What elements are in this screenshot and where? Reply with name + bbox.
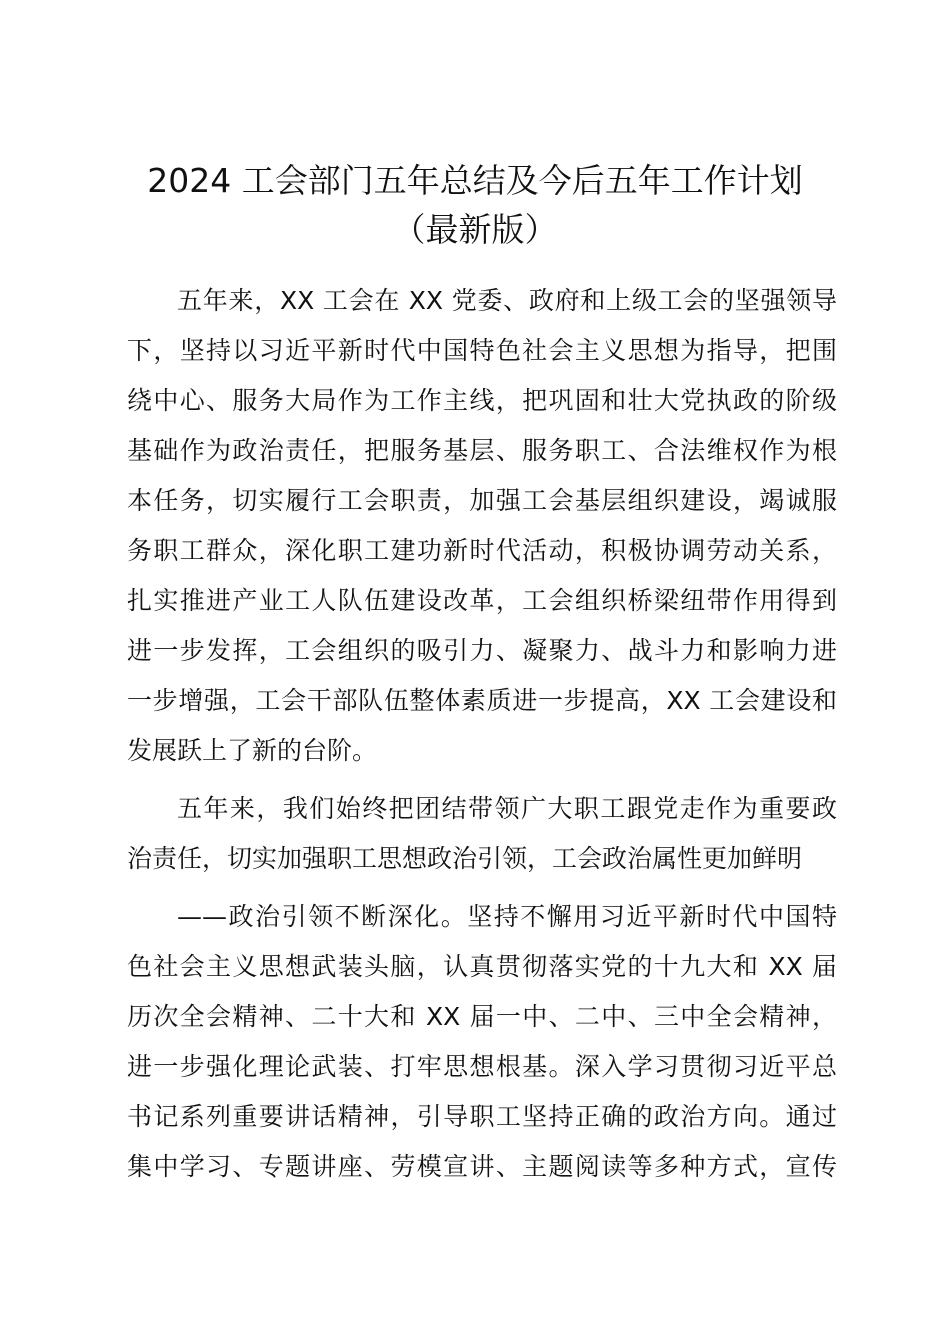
paragraph-line: ——政治引领不断深化。坚持不懈用习近平新时代中国特 xyxy=(177,902,837,931)
paragraph-line: 书记系列重要讲话精神，引导职工坚持正确的政治方向。通过 xyxy=(127,1102,837,1131)
paragraph-line: 进一步强化理论武装、打牢思想根基。深入学习贯彻习近平总 xyxy=(127,1052,837,1081)
paragraph-1 xyxy=(127,276,837,776)
paragraph-line: 务职工群众，深化职工建功新时代活动，积极协调劳动关系， xyxy=(127,536,837,565)
paragraph-3 xyxy=(127,892,837,1192)
paragraph-line: 扎实推进产业工人队伍建设改革，工会组织桥梁纽带作用得到 xyxy=(127,586,837,615)
paragraph-line: 一步增强，工会干部队伍整体素质进一步提高，XX 工会建设和 xyxy=(127,686,837,715)
paragraph-line: 五年来，我们始终把团结带领广大职工跟党走作为重要政 xyxy=(177,794,837,823)
paragraph-line: 基础作为政治责任，把服务基层、服务职工、合法维权作为根 xyxy=(127,436,837,465)
paragraph-line: 集中学习、专题讲座、劳模宣讲、主题阅读等多种方式，宣传 xyxy=(127,1152,837,1181)
paragraph-spacer xyxy=(127,776,837,784)
paragraph-line: 绕中心、服务大局作为工作主线，把巩固和壮大党执政的阶级 xyxy=(127,386,837,415)
paragraph-line: 发展跃上了新的台阶。 xyxy=(127,736,378,765)
document-title: 2024 工会部门五年总结及今后五年工作计划 xyxy=(147,161,803,200)
paragraph-line: 进一步发挥，工会组织的吸引力、凝聚力、战斗力和影响力进 xyxy=(127,636,837,665)
paragraph-line: 下，坚持以习近平新时代中国特色社会主义思想为指导，把围 xyxy=(127,336,837,365)
paragraph-line: 色社会主义思想武装头脑，认真贯彻落实党的十九大和 XX 届 xyxy=(127,952,837,981)
document-subtitle: （最新版） xyxy=(392,210,558,249)
document-body xyxy=(127,276,837,1192)
paragraph-line: 历次全会精神、二十大和 XX 届一中、二中、三中全会精神， xyxy=(127,1002,837,1031)
paragraph-line: 本任务，切实履行工会职责，加强工会基层组织建设，竭诚服 xyxy=(127,486,837,515)
paragraph-spacer xyxy=(127,884,837,892)
paragraph-line: 五年来，XX 工会在 XX 党委、政府和上级工会的坚强领导 xyxy=(177,286,837,315)
paragraph-2 xyxy=(127,784,837,884)
paragraph-line: 治责任，切实加强职工思想政治引领，工会政治属性更加鲜明 xyxy=(127,844,803,873)
